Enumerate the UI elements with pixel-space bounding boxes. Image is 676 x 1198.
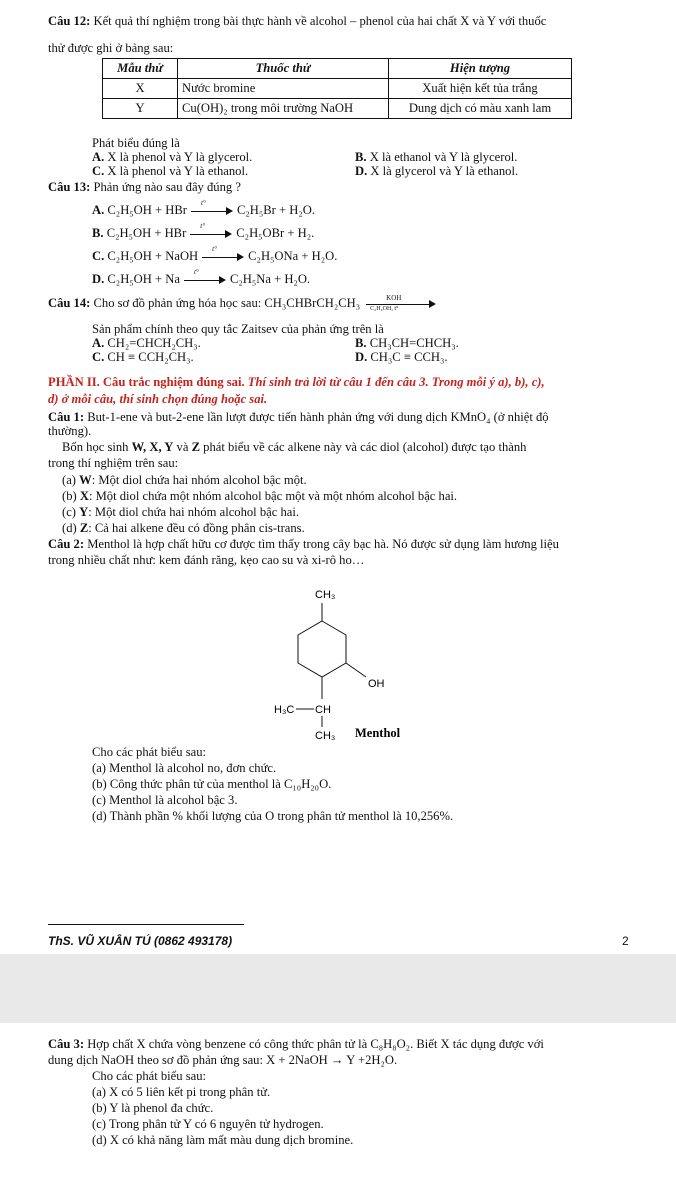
table-cell: Y: [103, 99, 178, 119]
q12-line1: [48, 14, 546, 28]
c3-statement-b: (b) Y là phenol đa chức.: [92, 1101, 214, 1115]
menthol-label: Menthol: [355, 726, 401, 740]
table-header: Mẫu thử: [103, 59, 178, 79]
table-cell: X: [103, 79, 178, 99]
q14-option-a: A. CH₂=CHCH₂CH₃.: [92, 336, 201, 350]
q14-line: Câu 14: Cho sơ đồ phản ứng hóa học sau: CH₃CHBrCH₂CH₃ KOH C₂H₅OH, t°: [48, 296, 436, 311]
c1-statement-b: (b) X: Một diol chứa một nhóm alcohol bậc một và một nhóm alcohol bậc hai.: [62, 489, 458, 503]
q14-option-d: D. CH₃C ≡ CCH₃.: [355, 350, 448, 364]
c2-statement-c: (c) Menthol là alcohol bậc 3.: [92, 793, 238, 807]
bond: [346, 663, 366, 677]
footer-author: ThS. VŨ XUÂN TÚ (0862 493178): [48, 934, 233, 948]
c3-statement-a: (a) X có 5 liên kết pi trong phân tử.: [92, 1085, 271, 1099]
table-cell: Cu(OH)₂ trong môi trường NaOH: [178, 99, 389, 119]
c3-statement-c: (c) Trong phân tử Y có 6 nguyên tử hydrogen.: [92, 1117, 324, 1131]
page-2: [0, 1023, 676, 1198]
reaction-arrow: KOH C₂H₅OH, t°: [366, 297, 436, 311]
c3-line1: Câu 3: Hợp chất X chứa vòng benzene có công thức phân tử là C₈H₈O₂. Biết X tác dụng được với: [48, 1037, 544, 1051]
c2-statement-b: (b) Công thức phân tử của menthol là C₁₀H₂₀O.: [92, 777, 332, 791]
ch3-bottom-label: CH₃: [315, 730, 336, 742]
ch-label: CH: [315, 704, 331, 716]
q13-reaction-a: A. C₂H₅OH + HBr t° C₂H₅Br + H₂O.: [92, 198, 315, 217]
c3-line2: dung dịch NaOH theo sơ đồ phản ứng sau: X + 2NaOH → Y +2H₂O.: [48, 1053, 398, 1067]
q13-label: Câu 13:: [48, 180, 91, 194]
q12-option-c: C. X là phenol và Y là ethanol.: [92, 164, 249, 178]
table-cell: Dung dịch có màu xanh lam: [389, 99, 572, 119]
footer-divider: [48, 924, 244, 925]
q12-line2: thử được ghi ở bảng sau:: [48, 41, 174, 55]
q12-prompt: Phát biểu đúng là: [92, 136, 180, 150]
cyclohexane-ring: [298, 621, 346, 677]
reaction-arrow: t°: [184, 274, 226, 286]
c3-statement-d: (d) X có khả năng làm mất màu dung dịch bromine.: [92, 1133, 354, 1147]
c3-label: Câu 3:: [48, 1037, 85, 1051]
table-row: [103, 99, 572, 119]
c2-statement-a: (a) Menthol là alcohol no, đơn chức.: [92, 761, 277, 775]
table-cell: Xuất hiện kết tủa trắng: [389, 79, 572, 99]
part2-header: PHẦN II. Câu trắc nghiệm đúng sai. Thí sinh trả lời từ câu 1 đến câu 3. Trong mỗi ý a), b), c),: [48, 375, 545, 389]
c1-statement-a: (a) W: Một diol chứa hai nhóm alcohol bậc một.: [62, 473, 307, 487]
table-header-row: [103, 59, 572, 79]
c1-line4: trong thí nghiệm trên sau:: [48, 456, 179, 470]
menthol-structure: [260, 585, 440, 745]
q12-option-a: A. X là phenol và Y là glycerol.: [92, 150, 253, 164]
reaction-arrow: t°: [191, 205, 233, 217]
reaction-arrow: t°: [190, 228, 232, 240]
q13-reaction-c: C. C₂H₅OH + NaOH t° C₂H₅ONa + H₂O.: [92, 244, 338, 263]
q14-subtitle: Sản phẩm chính theo quy tắc Zaitsev của phản ứng trên là: [92, 322, 384, 336]
c1-line3: Bốn học sinh W, X, Y và Z phát biểu về các alkene này và các diol (alcohol) được tạo thành: [62, 440, 527, 454]
table-header: Thuốc thử: [178, 59, 389, 79]
q13-reaction-d: D. C₂H₅OH + Na t° C₂H₅Na + H₂O.: [92, 267, 311, 286]
q13-reaction-b: B. C₂H₅OH + HBr t° C₂H₅OBr + H₂.: [92, 221, 315, 240]
c3-intro: Cho các phát biểu sau:: [92, 1069, 207, 1083]
c2-line1: Câu 2: Menthol là hợp chất hữu cơ được tìm thấy trong cây bạc hà. Nó được sử dụng làm hương liệu: [48, 537, 559, 551]
q14-reactant: CH₃CHBrCH₂CH₃: [264, 296, 361, 310]
c1-statement-d: (d) Z: Cả hai alkene đều có đồng phân cis-trans.: [62, 521, 305, 535]
q14-label: Câu 14:: [48, 296, 91, 310]
q12-table: [102, 58, 572, 119]
q12-text: Kết quả thí nghiệm trong bài thực hành về alcohol – phenol của hai chất X và Y với thuốc: [93, 14, 547, 28]
c1-statement-c: (c) Y: Một diol chứa hai nhóm alcohol bậc hai.: [62, 505, 299, 519]
q12-option-d: D. X là glycerol và Y là ethanol.: [355, 164, 519, 178]
q12-option-b: B. X là ethanol và Y là glycerol.: [355, 150, 518, 164]
table-header: Hiện tượng: [389, 59, 572, 79]
table-row: [103, 79, 572, 99]
q13-line: [48, 180, 241, 194]
c2-line2: trong nhiều chất như: kem đánh răng, kẹo cao su và xi-rô ho…: [48, 553, 365, 567]
c1-line1: Câu 1: But-1-ene và but-2-ene lần lượt được tiến hành phản ứng với dung dịch KMnO₄ (ở nhiệt độ: [48, 410, 549, 424]
q13-text: Phản ứng nào sau đây đúng ?: [93, 180, 241, 194]
reaction-arrow: t°: [202, 251, 244, 263]
c1-label: Câu 1:: [48, 410, 85, 424]
c2-intro: Cho các phát biểu sau:: [92, 745, 207, 759]
h3c-label: H₃C: [274, 704, 295, 716]
q12-label: Câu 12:: [48, 14, 91, 28]
ch3-top-label: CH₃: [315, 589, 336, 601]
table-cell: Nước bromine: [178, 79, 389, 99]
c2-statement-d: (d) Thành phần % khối lượng của O trong phân tử menthol là 10,256%.: [92, 809, 454, 823]
q14-option-c: C. CH ≡ CCH₂CH₃.: [92, 350, 194, 364]
page-number: 2: [622, 934, 629, 948]
c1-line2: thường).: [48, 424, 92, 438]
q14-option-b: B. CH₃CH=CHCH₃.: [355, 336, 459, 350]
part2-instruction: d) ở mỗi câu, thí sinh chọn đúng hoặc sai.: [48, 392, 268, 406]
oh-label: OH: [368, 678, 385, 690]
c2-label: Câu 2:: [48, 537, 85, 551]
